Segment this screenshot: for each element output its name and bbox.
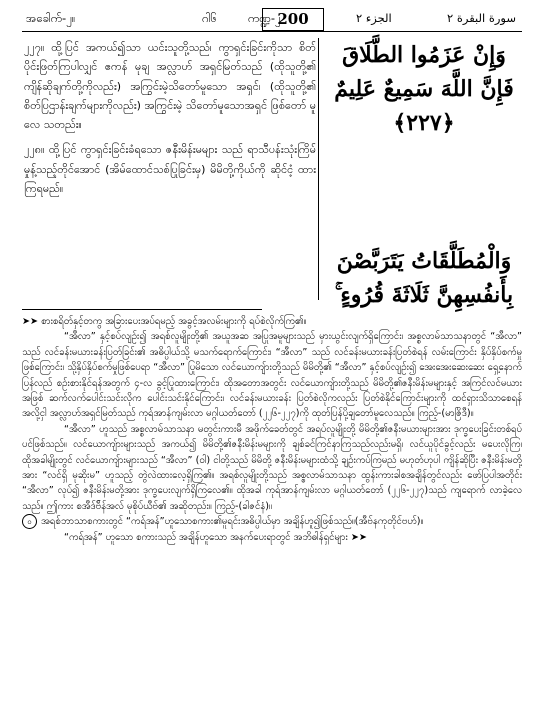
juz-label: الجزء ٢ bbox=[356, 11, 392, 25]
verse-227-translation: ၂၂၇။ ထို့ပြင် အကယ်၍သာ ယင်းသူတို့သည်၊ ကွာရှင်းခြင်းကိုသာ စိတ်ပိုင်းဖြတ်ကြပါလျှင် ဧကန် မုချ အလ္လာဟ် အရှင်မြတ်သည် (ထိုသူတို့၏ ကျိန်ဆိုချက်တို့ကိုလည်း) အကြွင်းမဲ့သိတော်မူသော အရှင်၊ (ထိုသူတို့၏ စိတ်ပြဌာန်းချက်များကိုလည်း) အကြွင်းမဲ့ သိတော်မူသောအရှင် ဖြစ်တော် မူလေ သတည်း။ bbox=[24, 41, 316, 132]
arabic-ayah-228: وَالْمُطَلَّقَاتُ يَتَرَبَّصْنَ بِأَنفُسِهِنَّ ثَلَاثَةَ قُرُوءٍ ۚ bbox=[334, 248, 514, 308]
arabic-column bbox=[326, 38, 522, 312]
surah-label: سورة البقرة ٢ bbox=[446, 11, 516, 25]
header-left-label: အခေါက်-၂။ bbox=[26, 11, 76, 25]
column-divider bbox=[318, 38, 319, 300]
page-number: 200 bbox=[262, 8, 324, 31]
header-page-label-center: ကဏ္ဍ-၂ bbox=[248, 11, 281, 25]
commentary-paragraph-1: “အီလာ” နှင့်စပ်လျဉ်း၍ အရစ်လူမျိုးတို့၏ အယူအဆ အပြုအမူများသည် မှားယွင်းလျက်ရှိကြောင်း၊ အစ္စလာမ်သာသနာတွင် “အီလာ” သည် လင်ခန်းမယားခန်းပြတ်ခြင်း၏ အဓိပ္ပါယ်သို့ မသက်ရောက်ကြောင်း၊ “အီလာ” သည် လင်ခန်းမယားခန်းပြတ်စဲရန် လမ်းကြောင်း နှိပ်နှိပ်စက်မှုဖြစ်ကြောင်း၊ သို့နှိပ်နှိပ်စက်မှုဖြစ်ပေရာ “အီလာ” ပြုမိသော လင်ယောကျ်ားတို့သည် မိမိတို့၏ “အီလာ” နှင့်စပ်လျဉ်း၍ အေးအေးဆေးဆေး ရှေ့နောက်ပြန်လည် စဉ်းစားနိုင်ရန်အတွက် ၄-လ ခွင့်ပြုထားကြောင်း၊ ထိုအတောအတွင်း လင်ယောကျ်ားတို့သည် မိမိတို့၏ဇနီးမိန်းမများနှင့် အကြင်လင်မယားအဖြစ် ဆက်လက်ပေါင်းသင်းလိုက ပေါင်းသင်းနိုင်ကြောင်း၊ လင်ခန်းမယားခန်း ပြတ်စဲလိုကလည်း ပြတ်စဲနိုင်ကြောင်းများကို ထင်ရှားသိသာစေရန် အလို့ငှါ အလ္လာဟ်အရှင်မြတ်သည် ကုရ်အာန်ကျမ်းလာ မဂ္ဂါယတ်တော် (၂၂၆-၂၂၇)ကို ထုတ်ပြန်ပို့ချတော်မူလေသည်။ ကြည့်-(မာဇြိဒီ)။ bbox=[22, 331, 522, 420]
commentary-paragraph-3 bbox=[22, 514, 522, 529]
page-header bbox=[22, 8, 522, 30]
commentary bbox=[22, 314, 522, 545]
verse-228-translation: ၂၂၈။ ထို့ပြင် ကွာရှင်းခြင်းခံရသော ဇနီးမိန်းမများ သည် ရာသီပန်းသုံးကြိမ် မှုန့်သည့်တိုင်အောင် (အိမ်ထောင်သစ်ပြုခြင်းမှ) မိမိတို့ကိုယ်ကို ဆိုင်ငံ့ ထားကြရမည်။ bbox=[24, 143, 316, 196]
commentary-paragraph-3-text: အရစ်ဘာသာစကားတွင် “ကရ်အန်”ဟူသောစကား၏မူရင်းအဓိပ္ပါယ်မှာ အချိန်ဟူ၍ဖြစ်သည်။(အီဗ်နကုတိုင်ဗဟ်)။ bbox=[41, 516, 424, 528]
commentary-paragraph-2: “အီလာ” ဟူသည် အစ္စလာမ်သာသနာ မတွင်းကားမီ အဖိုက်ခေတ်တွင် အရပ်လူမျိုးတို့ မိမိတို့၏ဇနီးမယားများအား ဒုက္ခပေးခြင်းတစ်ရပ်ပင်ဖြစ်သည်။ လင်ယောကျ်ားများသည် အကယ်၍ မိမိတို့၏ဇနီးမိန်းမများကို ချစ်ခင်ကြင်နာကြသည်လည်းမရှိ၊ လင်ယူပိုင်ခွင့်လည်း မပေးလိုကြ၊ ထိုအခါမျိုးတွင် လင်ယောကျ်ားများသည် “အီလာ” (ဝါ) ငါတို့သည် မိမိတို့ ဇနီးမိန်းမများထံသို့ ချဉ်းကပ်ကြမည် မဟုတ်ဟုပါ ကျိန်ဆိုပြီး ဇနီးမိန်းမတို့အား “လင်ရှိ မုဆိုးမ” ဟူသည့် တွဲလဲထားလေ့ရှိကြ၏။ အရစ်လူမျိုးတို့သည် အစ္စလာမ်သာသနာ ထွန်းကားခါစအချိန်တွင်လည်း ဖော်ပြပါအတိုင်း “အီလာ” လုပ်၍ ဇနီးမိန်းမတို့အား ဒုက္ခပေးလျက်ရှိကြလေ၏။ ထိုအခါ ကုရ်အာန်ကျမ်းလာ မဂ္ဂါယတ်တော် (၂၂၆-၂၂၇)သည် ကျရောက် လာခဲ့လေသည်။ ဤကား စအီဒ်ဗ်ိန်အလ် မုစိုပ်ယီဗ်၏ အဆိုတည်း။ ကြည့်-(ခါဇင်နံ)။ bbox=[22, 423, 522, 512]
commentary-paragraph-4: “ကရ်အန်” ဟူသော စကားသည် အချိန်ဟူသော အနက်ပေးရာတွင် အဘိဓါန်ရှင်များ ➤➤ bbox=[64, 531, 367, 543]
header-page-label-left: ဂါ၆ bbox=[202, 11, 218, 25]
footnote-divider bbox=[22, 309, 262, 310]
commentary-lead: ➤➤ စားစရိတ်နှင့်တကွ အခြားပေးအပ်ရမည့် အခွင့်အလမ်းများကို ရပ်စဲလိုက်ကြ၏။ bbox=[22, 316, 307, 327]
header-divider bbox=[22, 31, 522, 32]
translation-column bbox=[24, 38, 316, 198]
arabic-ayah-227: وَإِنْ عَزَمُوا الطَّلَاقَ فَإِنَّ اللَّهَ سَمِيعٌ عَلِيمٌ ﴿٢٢٧﴾ bbox=[334, 42, 514, 136]
footnote-marker: ၀ bbox=[22, 514, 37, 529]
